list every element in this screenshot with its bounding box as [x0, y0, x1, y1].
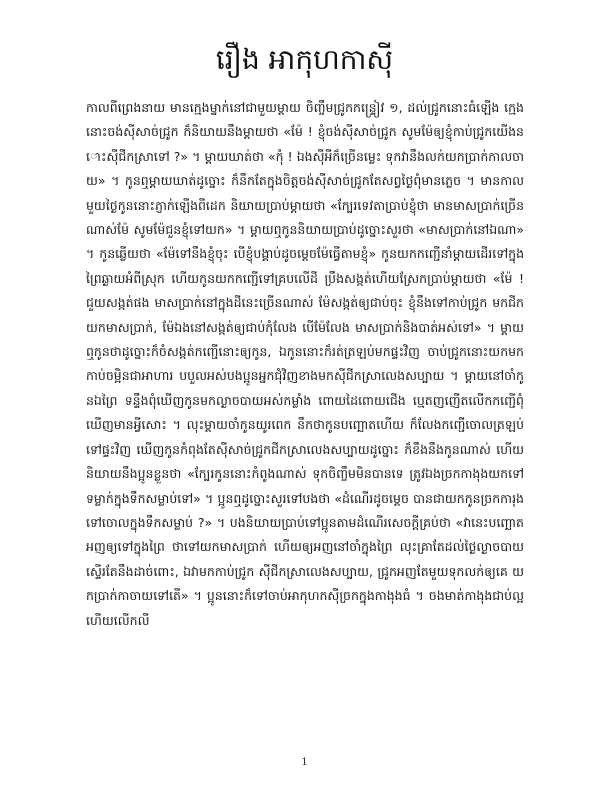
story-title: រឿង អាកុហកាស៊ី [215, 43, 394, 76]
story-body [86, 96, 524, 736]
page-number: 1 [301, 757, 308, 768]
story-paragraph: កាលពីព្រេងនាយ មានក្មេងម្នាក់នៅជាមួយម្ដាយ ចិញ្ចឹមជ្រូកកន្ទ្រៀវ ១, ដល់ជ្រូកនោះធំឡើង ក្មេងនោះចង់ស៊ីសាច់ជ្រូក ក៏និយាយនឹងម្ដាយថា «ម៉ែ ! ខ្ញុំចង់ស៊ីសាច់ជ្រូក សូមម៉ែឲ្យខ្ញុំកាប់ជ្រូកយើងនោះស៊ីជីកស្រាទៅ ?» ។ ម្ដាយឃាត់ថា «កុំ ! ឯងស៊ីអីក៏ច្រើនម្លេះ ទុកវានឹងលក់យកប្រាក់កាលចាយ» ។ កូនឮម្ដាយឃាត់ដូច្នោះ ក៏នឹកតែក្នុងចិត្តចង់ស៊ីសាច់ជ្រូកតែសព្វថ្ងៃពុំមានភ្លេច ។ មានកាលមួយថ្ងៃកូននោះភ្ញាក់ឡើងពីដេក និយាយប្រាប់ម្ដាយថា «ក្បែរទេវតាប្រាប់ខ្ញុំថា មានមាសប្រាក់ច្រើនណាស់ម៉ែ សូមម៉ែជួនខ្ញុំទៅយក» ។ ម្ដាយឮកូននិយាយប្រាប់ដូច្នោះសួរថា «មាសប្រាក់នៅឯណា» ។ កូនឆ្លើយថា «ម៉ែទៅនឹងខ្ញុំចុះ បើខ្ញុំបង្គាប់ដូចម្ដេចម៉ែធ្វើតាមខ្ញុំ» កូនយកកញ្ជើនាំម្ដាយដើរទៅក្នុងព្រៃឆ្ងាយអំពីស្រុក ហើយកូនយកកញ្ជើទៅគ្របលើដី ប្រឹងសង្កត់ហើយស្រែកប្រាប់ម្ដាយថា «ម៉ែ ! ជួយសង្កត់ផង មាសប្រាក់នៅក្នុងដីនេះច្រើនណាស់ ម៉ែសង្កត់ឲ្យជាប់ចុះ ខ្ញុំនឹងទៅកាប់ជ្រូក មកជីកយកមាសប្រាក់, ម៉ែឯងនៅសង្កត់ឲ្យជាប់កុំលែង បើម៉ែលែង មាសប្រាក់និងបាត់អស់ទៅ» ។ ម្ដាយឮកូនថាដូច្នោះក៏ចំសង្កត់កញ្ជើនោះឲ្យកូន, ឯកូននោះក៏រត់ត្រឡប់មកផ្ទះវិញ ចាប់ជ្រូកនោះយកមកកាប់ចម្អិនជាអាហារ បបួលអស់បងប្អូនអ្នកជុំវិញខាងមកស៊ីជីកស្រាលេងសប្បាយ ។ ម្ដាយនៅចាំកូនឯព្រៃ ទន្ទឹងពុំឃើញកូនមកល្ងាចបាយអស់កម្លាំង ពោយដៃពោយជើង បេ្មតញញើតលើកកញ្ជើពុំឃើញមានអ្វីសោះ ។ លុះម្ដាយចាំកូនយូរពេក នឹកថាកូនបញ្ឆោតហើយ ក៏លែងកញ្ជើចោលត្រឡប់ទៅផ្ទះវិញ ឃើញកូនកំពុងតែស៊ីសាច់ជ្រូកជីកស្រាលេងសប្បាយដូច្នោះ ក៏ខឹងនឹងកូនណាស់ ហើយនិយាយនឹងប្អូនខ្លួនថា «ក្បែរកូននោះកំពូងណាស់ ទុកចិញ្ចឹមមិនបានទេ ត្រូវឯងច្រកកាងុងយកទៅទម្លាក់ក្នុងទឹកសម្លាប់ទៅ» ។ ប្អូនឮដូច្នោះសួរទៅបងថា «ដំណើរដូចម្ដេច បានជាយកកូនច្រកការុងទៅចោលក្នុងទឹកសម្លាប់ ?» ។ បងនិយាយប្រាប់ទៅប្អូនតាមដំណើរសេចក្ដីគ្រប់ថា «វានេះបញ្ឆោតអញឲ្យទៅក្នុងព្រៃ ថាទៅយកមាសប្រាក់ ហើយឲ្យអញនៅចាំក្នុងព្រៃ លុះគ្រាតែដល់ថ្ងៃល្ងាចបាយស្ទើរតែនឹងដាច់ពោះ, ឯវាមកកាប់ជ្រូក ស៊ីជីកស្រាលេងសប្បាយ, ជ្រូកអញតែមួយទុកលក់ឲ្យគេ យកប្រាក់កាចាយទៅតើ» ។ ប្អូននោះក៏ទៅចាប់អាកុហកស៊ីច្រកក្នុងកាងុងធំ ។ ចងមាត់កាងុងជាប់ល្អ ហើយលើកលី [86, 100, 524, 628]
